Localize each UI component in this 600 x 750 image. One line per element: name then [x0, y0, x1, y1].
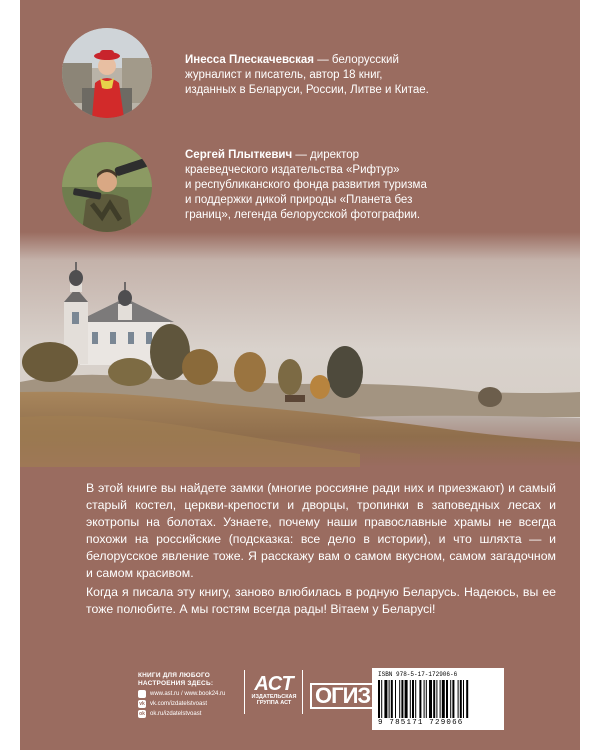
footer-link-ok[interactable]: [138, 710, 201, 718]
isbn-barcode: [372, 668, 504, 730]
imprint-logo-ogiz: ОГИЗ: [310, 683, 375, 709]
footer-divider: [302, 670, 303, 714]
footer-title-line: НАСТРОЕНИЯ ЗДЕСЬ:: [138, 680, 214, 687]
footer-link-text: vk.com/izdatelstvoast: [150, 701, 208, 707]
bio-line: и поддержки дикой природы «Планета без: [185, 194, 413, 206]
isbn-text: ISBN 978-5-17-172906-6: [378, 671, 458, 678]
author-name: Инесса Плескачевская: [185, 54, 315, 66]
author-portrait-plytkevich: [62, 142, 152, 232]
ok-icon: ok: [139, 711, 145, 717]
footer-title: [138, 672, 248, 688]
author-name: Сергей Плыткевич: [185, 149, 293, 161]
footer-link-text: ok.ru/izdatelstvoast: [150, 711, 202, 717]
bio-line: краеведческого издательства «Рифтур»: [185, 164, 400, 176]
footer-divider: [244, 670, 245, 714]
vk-icon: vk: [139, 701, 145, 707]
publisher-mark: АСТ: [254, 673, 294, 695]
barcode-bars: [378, 680, 498, 718]
author-portrait-pleskachevskaya: [62, 28, 152, 118]
bio-line: — белорусский: [314, 54, 399, 66]
footer-link-text: www.ast.ru / www.book24.ru: [150, 691, 226, 697]
footer-link-vk[interactable]: [138, 700, 207, 708]
footer-link-website[interactable]: [138, 690, 225, 698]
bio-line: и республиканского фонда развития туризма: [185, 179, 427, 191]
description-paragraph-2: Когда я писала эту книгу, заново влюбилась в родную Беларусь. Надеюсь, вы ее тоже полюбите. А мы гостям всегда рады! Вітаем у Беларусі!: [86, 585, 556, 616]
landscape-church-photo: [20, 232, 580, 467]
bio-line: границ», легенда белорусской фотографии.: [185, 209, 421, 221]
bio-line: журналист и писатель, автор 18 книг,: [185, 69, 383, 81]
publisher-caption: ГРУППА АСТ: [256, 700, 292, 706]
publisher-logo-ast: [250, 674, 298, 706]
publisher-caption: ИЗДАТЕЛЬСКАЯ: [251, 694, 297, 700]
footer-title-line: КНИГИ ДЛЯ ЛЮБОГО: [138, 672, 211, 679]
bio-line: изданных в Беларуси, России, Литве и Китае.: [185, 84, 429, 96]
book-back-cover: [20, 0, 580, 750]
globe-icon: [138, 690, 146, 698]
author-bio-plytkevich: [185, 148, 485, 223]
barcode-number: 9 785171 729066: [378, 719, 464, 727]
description-paragraph-1: В этой книге вы найдете замки (многие россияне ради них и приезжают) и самый старый костел, церкви-крепости и дворцы, тропинки в заповедных лесах и экотропы на болотах. Узнаете, почему наши православные храмы не всегда похожи на российские (подсказка: все дело в истории), и что шляхта — и белорусское явление тоже. Я расскажу вам о самом вкусном, самом загадочном и самом красивом.: [86, 481, 556, 580]
bio-line: — директор: [292, 149, 360, 161]
author-bio-pleskachevskaya: [185, 53, 475, 98]
